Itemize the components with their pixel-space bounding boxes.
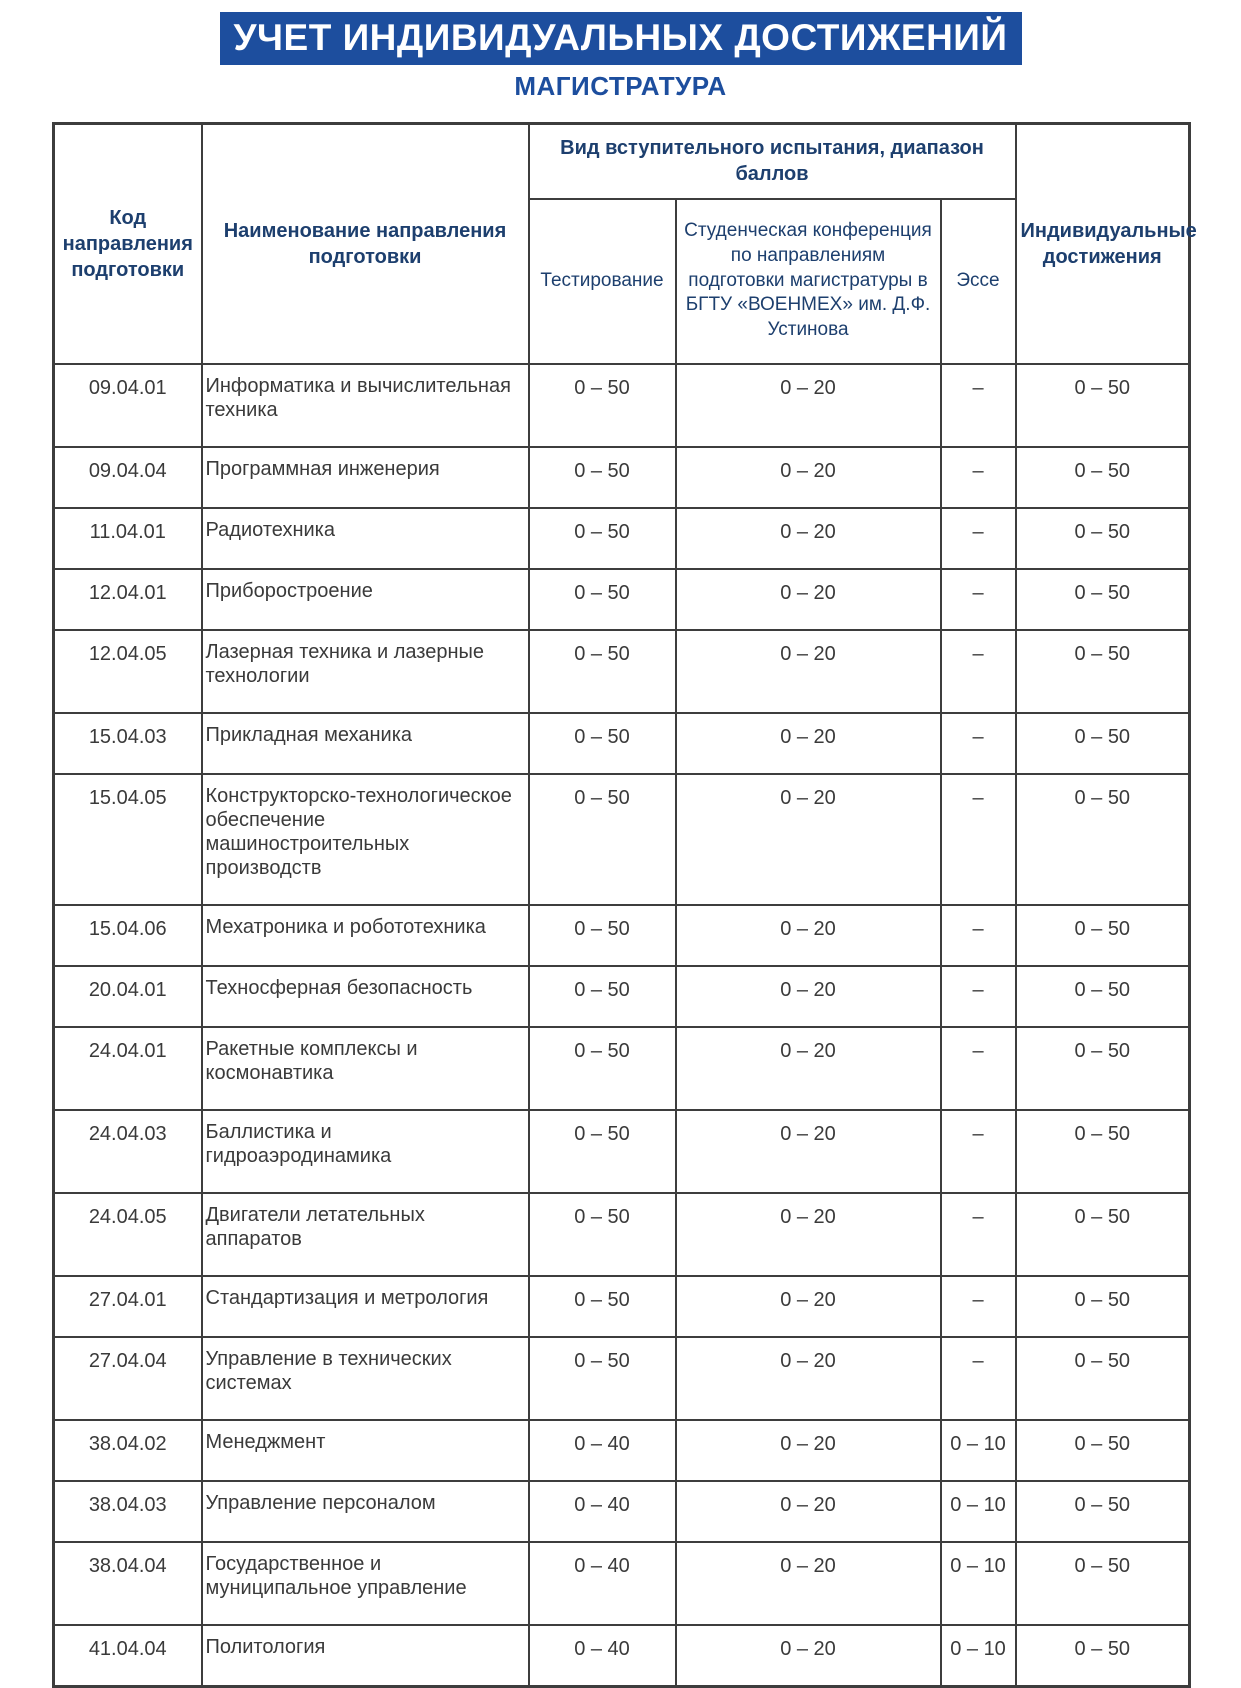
cell-code: 27.04.01: [54, 1276, 202, 1337]
cell-essay: –: [941, 1027, 1016, 1110]
cell-essay: 0 – 10: [941, 1481, 1016, 1542]
cell-individual: 0 – 50: [1016, 630, 1190, 713]
cell-name: Стандартизация и метрология: [202, 1276, 529, 1337]
header-testing: Тестирование: [529, 199, 676, 364]
cell-code: 12.04.01: [54, 569, 202, 630]
cell-code: 15.04.06: [54, 905, 202, 966]
table-row: [54, 1542, 1190, 1625]
header-row-top: [54, 124, 1190, 199]
cell-testing: 0 – 40: [529, 1542, 676, 1625]
cell-essay: –: [941, 630, 1016, 713]
cell-testing: 0 – 50: [529, 364, 676, 447]
cell-name: Информатика и вычислительная техника: [202, 364, 529, 447]
cell-name: Лазерная техника и лазерные технологии: [202, 630, 529, 713]
cell-essay: –: [941, 447, 1016, 508]
cell-conference: 0 – 20: [676, 364, 941, 447]
cell-testing: 0 – 40: [529, 1625, 676, 1687]
cell-testing: 0 – 50: [529, 1027, 676, 1110]
cell-essay: –: [941, 1193, 1016, 1276]
cell-essay: 0 – 10: [941, 1542, 1016, 1625]
cell-name: Управление персоналом: [202, 1481, 529, 1542]
cell-conference: 0 – 20: [676, 630, 941, 713]
cell-conference: 0 – 20: [676, 966, 941, 1027]
cell-code: 27.04.04: [54, 1337, 202, 1420]
table-row: [54, 713, 1190, 774]
table-row: [54, 1337, 1190, 1420]
cell-individual: 0 – 50: [1016, 774, 1190, 905]
cell-name: Государственное и муниципальное управление: [202, 1542, 529, 1625]
cell-code: 09.04.04: [54, 447, 202, 508]
cell-individual: 0 – 50: [1016, 905, 1190, 966]
table-row: [54, 1481, 1190, 1542]
cell-individual: 0 – 50: [1016, 1193, 1190, 1276]
cell-conference: 0 – 20: [676, 1542, 941, 1625]
cell-name: Ракетные комплексы и космонавтика: [202, 1027, 529, 1110]
cell-essay: –: [941, 508, 1016, 569]
cell-individual: 0 – 50: [1016, 1542, 1190, 1625]
cell-essay: 0 – 10: [941, 1625, 1016, 1687]
cell-code: 24.04.01: [54, 1027, 202, 1110]
cell-name: Техносферная безопасность: [202, 966, 529, 1027]
cell-individual: 0 – 50: [1016, 364, 1190, 447]
cell-code: 20.04.01: [54, 966, 202, 1027]
table-row: [54, 630, 1190, 713]
document-header: [0, 0, 1241, 102]
cell-individual: 0 – 50: [1016, 1625, 1190, 1687]
cell-testing: 0 – 50: [529, 1193, 676, 1276]
cell-code: 38.04.04: [54, 1542, 202, 1625]
cell-code: 24.04.03: [54, 1110, 202, 1193]
table-row: [54, 1193, 1190, 1276]
cell-conference: 0 – 20: [676, 1337, 941, 1420]
cell-name: Прикладная механика: [202, 713, 529, 774]
cell-name: Управление в технических системах: [202, 1337, 529, 1420]
header-individual: Индивидуальные достижения: [1016, 124, 1190, 364]
cell-testing: 0 – 50: [529, 1276, 676, 1337]
cell-essay: –: [941, 966, 1016, 1027]
table-row: [54, 905, 1190, 966]
cell-individual: 0 – 50: [1016, 447, 1190, 508]
cell-testing: 0 – 50: [529, 569, 676, 630]
cell-name: Политология: [202, 1625, 529, 1687]
cell-conference: 0 – 20: [676, 1625, 941, 1687]
table-header: [54, 124, 1197, 364]
cell-essay: 0 – 10: [941, 1420, 1016, 1481]
cell-testing: 0 – 40: [529, 1481, 676, 1542]
table-row: [54, 447, 1190, 508]
cell-conference: 0 – 20: [676, 1420, 941, 1481]
cell-code: 24.04.05: [54, 1193, 202, 1276]
cell-conference: 0 – 20: [676, 1276, 941, 1337]
header-name: Наименование направления подготовки: [202, 124, 529, 364]
table-row: [54, 569, 1190, 630]
cell-testing: 0 – 50: [529, 508, 676, 569]
cell-conference: 0 – 20: [676, 1193, 941, 1276]
cell-conference: 0 – 20: [676, 447, 941, 508]
header-code: Код направления подготовки: [54, 124, 202, 364]
cell-name: Баллистика и гидроаэродинамика: [202, 1110, 529, 1193]
cell-name: Программная инженерия: [202, 447, 529, 508]
cell-testing: 0 – 50: [529, 447, 676, 508]
table-row: [54, 1420, 1190, 1481]
cell-testing: 0 – 50: [529, 713, 676, 774]
cell-individual: 0 – 50: [1016, 1337, 1190, 1420]
table-row: [54, 1027, 1190, 1110]
header-exam-group: Вид вступительного испытания, диапазон баллов: [529, 124, 1016, 199]
cell-testing: 0 – 50: [529, 1337, 676, 1420]
cell-essay: –: [941, 713, 1016, 774]
page-subtitle: МАГИСТРАТУРА: [514, 71, 727, 101]
cell-conference: 0 – 20: [676, 508, 941, 569]
cell-individual: 0 – 50: [1016, 966, 1190, 1027]
cell-code: 09.04.01: [54, 364, 202, 447]
cell-testing: 0 – 50: [529, 1110, 676, 1193]
cell-conference: 0 – 20: [676, 713, 941, 774]
cell-name: Радиотехника: [202, 508, 529, 569]
cell-essay: –: [941, 1110, 1016, 1193]
cell-code: 38.04.03: [54, 1481, 202, 1542]
cell-individual: 0 – 50: [1016, 1420, 1190, 1481]
page-title: УЧЕТ ИНДИВИДУАЛЬНЫХ ДОСТИЖЕНИЙ: [220, 12, 1022, 65]
cell-individual: 0 – 50: [1016, 569, 1190, 630]
cell-code: 15.04.05: [54, 774, 202, 905]
cell-code: 12.04.05: [54, 630, 202, 713]
cell-conference: 0 – 20: [676, 1110, 941, 1193]
cell-individual: 0 – 50: [1016, 713, 1190, 774]
table-row: [54, 966, 1190, 1027]
cell-name: Двигатели летательных аппаратов: [202, 1193, 529, 1276]
cell-testing: 0 – 50: [529, 774, 676, 905]
cell-conference: 0 – 20: [676, 1027, 941, 1110]
cell-name: Мехатроника и робототехника: [202, 905, 529, 966]
cell-code: 41.04.04: [54, 1625, 202, 1687]
cell-essay: –: [941, 1276, 1016, 1337]
table-row: [54, 1625, 1190, 1687]
cell-testing: 0 – 40: [529, 1420, 676, 1481]
cell-testing: 0 – 50: [529, 966, 676, 1027]
achievements-table: [52, 122, 1197, 1688]
cell-essay: –: [941, 364, 1016, 447]
cell-individual: 0 – 50: [1016, 508, 1190, 569]
cell-individual: 0 – 50: [1016, 1027, 1190, 1110]
table-row: [54, 508, 1190, 569]
cell-name: Приборостроение: [202, 569, 529, 630]
cell-essay: –: [941, 1337, 1016, 1420]
cell-code: 38.04.02: [54, 1420, 202, 1481]
cell-conference: 0 – 20: [676, 569, 941, 630]
table-row: [54, 1110, 1190, 1193]
table-body: [54, 364, 1190, 1687]
cell-essay: –: [941, 774, 1016, 905]
cell-essay: –: [941, 905, 1016, 966]
cell-conference: 0 – 20: [676, 905, 941, 966]
cell-testing: 0 – 50: [529, 630, 676, 713]
cell-individual: 0 – 50: [1016, 1110, 1190, 1193]
table-row: [54, 1276, 1190, 1337]
cell-testing: 0 – 50: [529, 905, 676, 966]
cell-name: Конструкторско-технологическое обеспечение машиностроительных производств: [202, 774, 529, 905]
cell-code: 15.04.03: [54, 713, 202, 774]
cell-code: 11.04.01: [54, 508, 202, 569]
header-essay: Эссе: [941, 199, 1016, 364]
cell-individual: 0 – 50: [1016, 1276, 1190, 1337]
cell-conference: 0 – 20: [676, 774, 941, 905]
header-conference: Студенческая конференция по направлениям подготовки магистратуры в БГТУ «ВОЕНМЕХ» им. Д.Ф. Устинова: [676, 199, 941, 364]
cell-individual: 0 – 50: [1016, 1481, 1190, 1542]
cell-conference: 0 – 20: [676, 1481, 941, 1542]
cell-essay: –: [941, 569, 1016, 630]
table-row: [54, 774, 1190, 905]
table-row: [54, 364, 1190, 447]
cell-name: Менеджмент: [202, 1420, 529, 1481]
